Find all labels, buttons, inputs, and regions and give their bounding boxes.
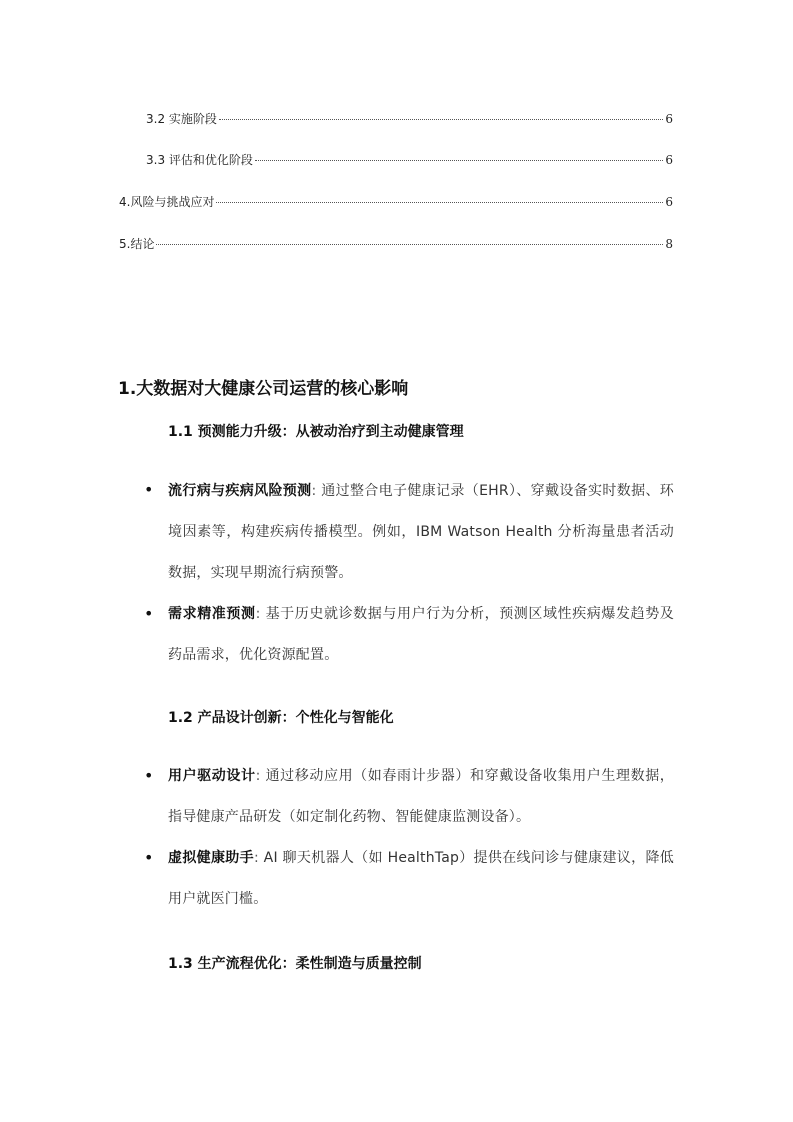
toc-page-number: 6 [665,195,673,209]
list-item-colon: : [255,768,261,784]
list-item-lead: 虚拟健康助手 [168,850,254,866]
list-item-lead: 用户驱动设计 [168,768,256,784]
toc-leader [255,160,663,161]
bullet-icon: • [144,848,154,867]
toc-entry-3-3[interactable] [146,151,673,169]
list-item-text: 通过整合电子健康记录（EHR）、穿戴设备实时数据、环境因素等，构建疾病传播模型。例如，IBM Watson Health 分析海量患者活动数据，实现早期流行病预警。 [168,483,675,581]
list-item [168,594,674,676]
list-item-text: 基于历史就诊数据与用户行为分析，预测区域性疾病爆发趋势及药品需求，优化资源配置。 [168,606,675,663]
toc-page-number: 8 [665,237,673,251]
subsection-heading-1-2: 1.2 产品设计创新：个性化与智能化 [168,710,394,726]
list-item [168,756,674,838]
list-item-colon: : [255,606,261,622]
list-item-lead: 流行病与疾病风险预测 [168,483,312,499]
toc-entry-3-2[interactable] [146,110,673,128]
toc-leader [156,244,663,245]
toc-label: 3.3 评估和优化阶段 [146,153,253,167]
section-heading: 1.大数据对大健康公司运营的核心影响 [118,379,409,399]
bullet-icon: • [144,766,154,785]
toc-page-number: 6 [665,153,673,167]
subsection-heading-1-3: 1.3 生产流程优化：柔性制造与质量控制 [168,956,422,972]
list-item-lead: 需求精准预测 [168,606,256,622]
toc-label: 3.2 实施阶段 [146,112,217,126]
bullet-icon: • [144,604,154,623]
toc-entry-4[interactable] [119,193,673,211]
list-item-colon: : [253,850,259,866]
list-item-colon: : [311,483,317,499]
toc-label: 5.结论 [119,237,155,251]
toc-page-number: 6 [665,112,673,126]
bullet-icon: • [144,480,154,499]
toc-entry-5[interactable] [119,235,673,253]
toc-leader [216,202,663,203]
subsection-heading-1-1: 1.1 预测能力升级：从被动治疗到主动健康管理 [168,424,464,440]
toc-label: 4.风险与挑战应对 [119,195,215,209]
list-item [168,471,674,594]
toc-leader [219,119,663,120]
list-item-text: AI 聊天机器人（如 HealthTap）提供在线问诊与健康建议，降低用户就医门槛。 [168,850,674,907]
list-item [168,838,674,920]
list-item-text: 通过移动应用（如春雨计步器）和穿戴设备收集用户生理数据，指导健康产品研发（如定制化药物、智能健康监测设备）。 [168,768,675,825]
